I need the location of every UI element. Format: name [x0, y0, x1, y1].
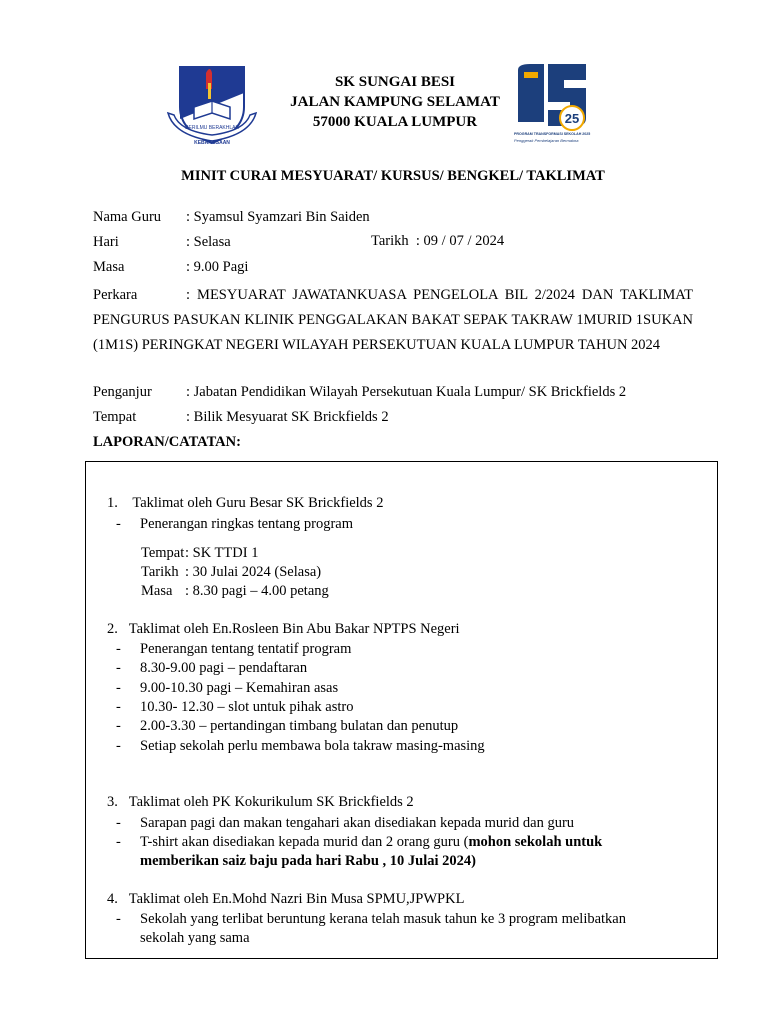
- bullet-text: Penerangan ringkas tentang program: [140, 516, 353, 532]
- bullet-text: 10.30- 12.30 – slot untuk pihak astro: [140, 699, 354, 715]
- crest-motto: BERILMU BERAKHLAK: [185, 125, 239, 131]
- list-item: [116, 833, 656, 871]
- bullet-text: Setiap sekolah perlu membawa bola takraw masing-masing: [140, 738, 485, 754]
- detail-value: : SK TTDI 1: [185, 545, 259, 561]
- section-4-num: 4.: [107, 891, 118, 907]
- list-item: [116, 717, 676, 736]
- section-3-num: 3.: [107, 794, 118, 810]
- tarikh-label: Tarikh: [371, 233, 409, 249]
- bullet-text: 9.00-10.30 pagi – Kemahiran asas: [140, 680, 339, 696]
- school-header: [270, 72, 520, 132]
- list-item: [116, 659, 676, 678]
- school-crest-logo: [166, 63, 258, 147]
- transformasi-sekolah-logo: [510, 62, 594, 146]
- bullet-text: Sarapan pagi dan makan tengahari akan disediakan kepada murid dan guru: [140, 815, 575, 831]
- detail-value: : 30 Julai 2024 (Selasa): [185, 564, 322, 580]
- list-item: [116, 910, 661, 948]
- tempat-value: : Bilik Mesyuarat SK Brickfields 2: [186, 409, 389, 425]
- dash-marker: -: [116, 718, 121, 734]
- laporan-heading: LAPORAN/CATATAN:: [93, 434, 241, 450]
- detail-label: Masa: [141, 583, 173, 599]
- section-1-heading: Taklimat oleh Guru Besar SK Brickfields 2: [132, 495, 384, 511]
- tarikh-value: : 09 / 07 / 2024: [415, 233, 505, 249]
- dash-marker: -: [116, 738, 121, 754]
- detail-label: Tarikh: [141, 564, 179, 580]
- section-3-title: [107, 794, 414, 811]
- logo-tagline: Penggerak Pembelajaran Bermakna: [514, 138, 579, 143]
- section-2-heading: Taklimat oleh En.Rosleen Bin Abu Bakar NPTPS Negeri: [128, 621, 460, 637]
- penganjur-value: : Jabatan Pendidikan Wilayah Persekutuan Kuala Lumpur/ SK Brickfields 2: [186, 384, 627, 400]
- field-nama-guru: [93, 208, 370, 227]
- dash-marker: -: [116, 516, 121, 532]
- bullet-text: 2.00-3.30 – pertandingan timbang bulatan dan penutup: [140, 718, 459, 734]
- dash-marker: -: [116, 699, 121, 715]
- nama-value: : Syamsul Syamzari Bin Saiden: [186, 209, 370, 225]
- logo-caption: PROGRAM TRANSFORMASI SEKOLAH 2025: [514, 132, 591, 136]
- masa-label: Masa: [93, 259, 125, 275]
- dash-marker: -: [116, 660, 121, 676]
- field-perkara: [93, 283, 693, 358]
- logo-number: 25: [564, 111, 580, 126]
- bullet-text: 8.30-9.00 pagi – pendaftaran: [140, 660, 308, 676]
- document-title: MINIT CURAI MESYUARAT/ KURSUS/ BENGKEL/ TAKLIMAT: [181, 168, 605, 184]
- dash-marker: -: [116, 834, 121, 850]
- crest-banner: KEBANGSAAN: [194, 140, 230, 146]
- bullet-text-bold: mohon sekolah untuk memberikan saiz baju pada hari Rabu , 10 Julai 2024): [140, 834, 603, 869]
- list-item: [116, 698, 676, 717]
- field-hari: [93, 233, 231, 252]
- field-tempat: [93, 408, 389, 427]
- bullet-text: Penerangan tentang tentatif program: [140, 641, 352, 657]
- dash-marker: -: [116, 911, 121, 927]
- section-1-title: [107, 495, 383, 512]
- detail-value: : 8.30 pagi – 4.00 petang: [185, 583, 329, 599]
- field-masa: [93, 258, 248, 277]
- perkara-label: Perkara: [93, 287, 138, 303]
- detail-label: Tempat: [141, 545, 185, 561]
- section-4-title: [107, 891, 464, 908]
- penganjur-label: Penganjur: [93, 384, 152, 400]
- address-line1: JALAN KAMPUNG SELAMAT: [290, 94, 500, 110]
- address-line2: 57000 KUALA LUMPUR: [312, 114, 478, 130]
- section-3-heading: Taklimat oleh PK Kokurikulum SK Brickfields 2: [128, 794, 414, 810]
- list-item: [116, 679, 676, 698]
- s1-masa: [141, 582, 329, 601]
- list-item: [116, 814, 676, 833]
- section-4-heading: Taklimat oleh En.Mohd Nazri Bin Musa SPMU,JPWPKL: [128, 891, 465, 907]
- bullet-text: Sekolah yang terlibat beruntung kerana telah masuk tahun ke 3 program melibatkan sekolah yang sama: [140, 911, 626, 946]
- section-2-title: [107, 621, 460, 638]
- bullet-text: [140, 833, 656, 871]
- s1-tempat: [141, 544, 258, 563]
- s1-tarikh: [141, 563, 321, 582]
- field-tarikh: [371, 233, 504, 250]
- hari-value: : Selasa: [186, 234, 231, 250]
- dash-marker: -: [116, 680, 121, 696]
- hari-label: Hari: [93, 234, 119, 250]
- field-penganjur: [93, 383, 626, 402]
- tempat-label: Tempat: [93, 409, 137, 425]
- dash-marker: -: [116, 815, 121, 831]
- nama-label: Nama Guru: [93, 209, 162, 225]
- masa-value: : 9.00 Pagi: [186, 259, 249, 275]
- perkara-value: : MESYUARAT JAWATANKUASA PENGELOLA BIL 2/2024 DAN TAKLIMAT PENGURUS PASUKAN KLINIK PENGGALAKAN BAKAT SEPAK TAKRAW 1MURID 1SUKAN (1M1S) PERINGKAT NEGERI WILAYAH PERSEKUTUAN KUALA LUMPUR TAHUN 2024: [93, 287, 693, 353]
- list-item: [116, 640, 676, 659]
- list-item: [116, 515, 676, 534]
- section-2-num: 2.: [107, 621, 118, 637]
- list-item: [116, 737, 676, 756]
- dash-marker: -: [116, 641, 121, 657]
- section-1-num: 1.: [107, 495, 118, 511]
- bullet-text-normal: T-shirt akan disediakan kepada murid dan 2 orang guru (: [140, 834, 469, 850]
- school-name: SK SUNGAI BESI: [334, 74, 456, 90]
